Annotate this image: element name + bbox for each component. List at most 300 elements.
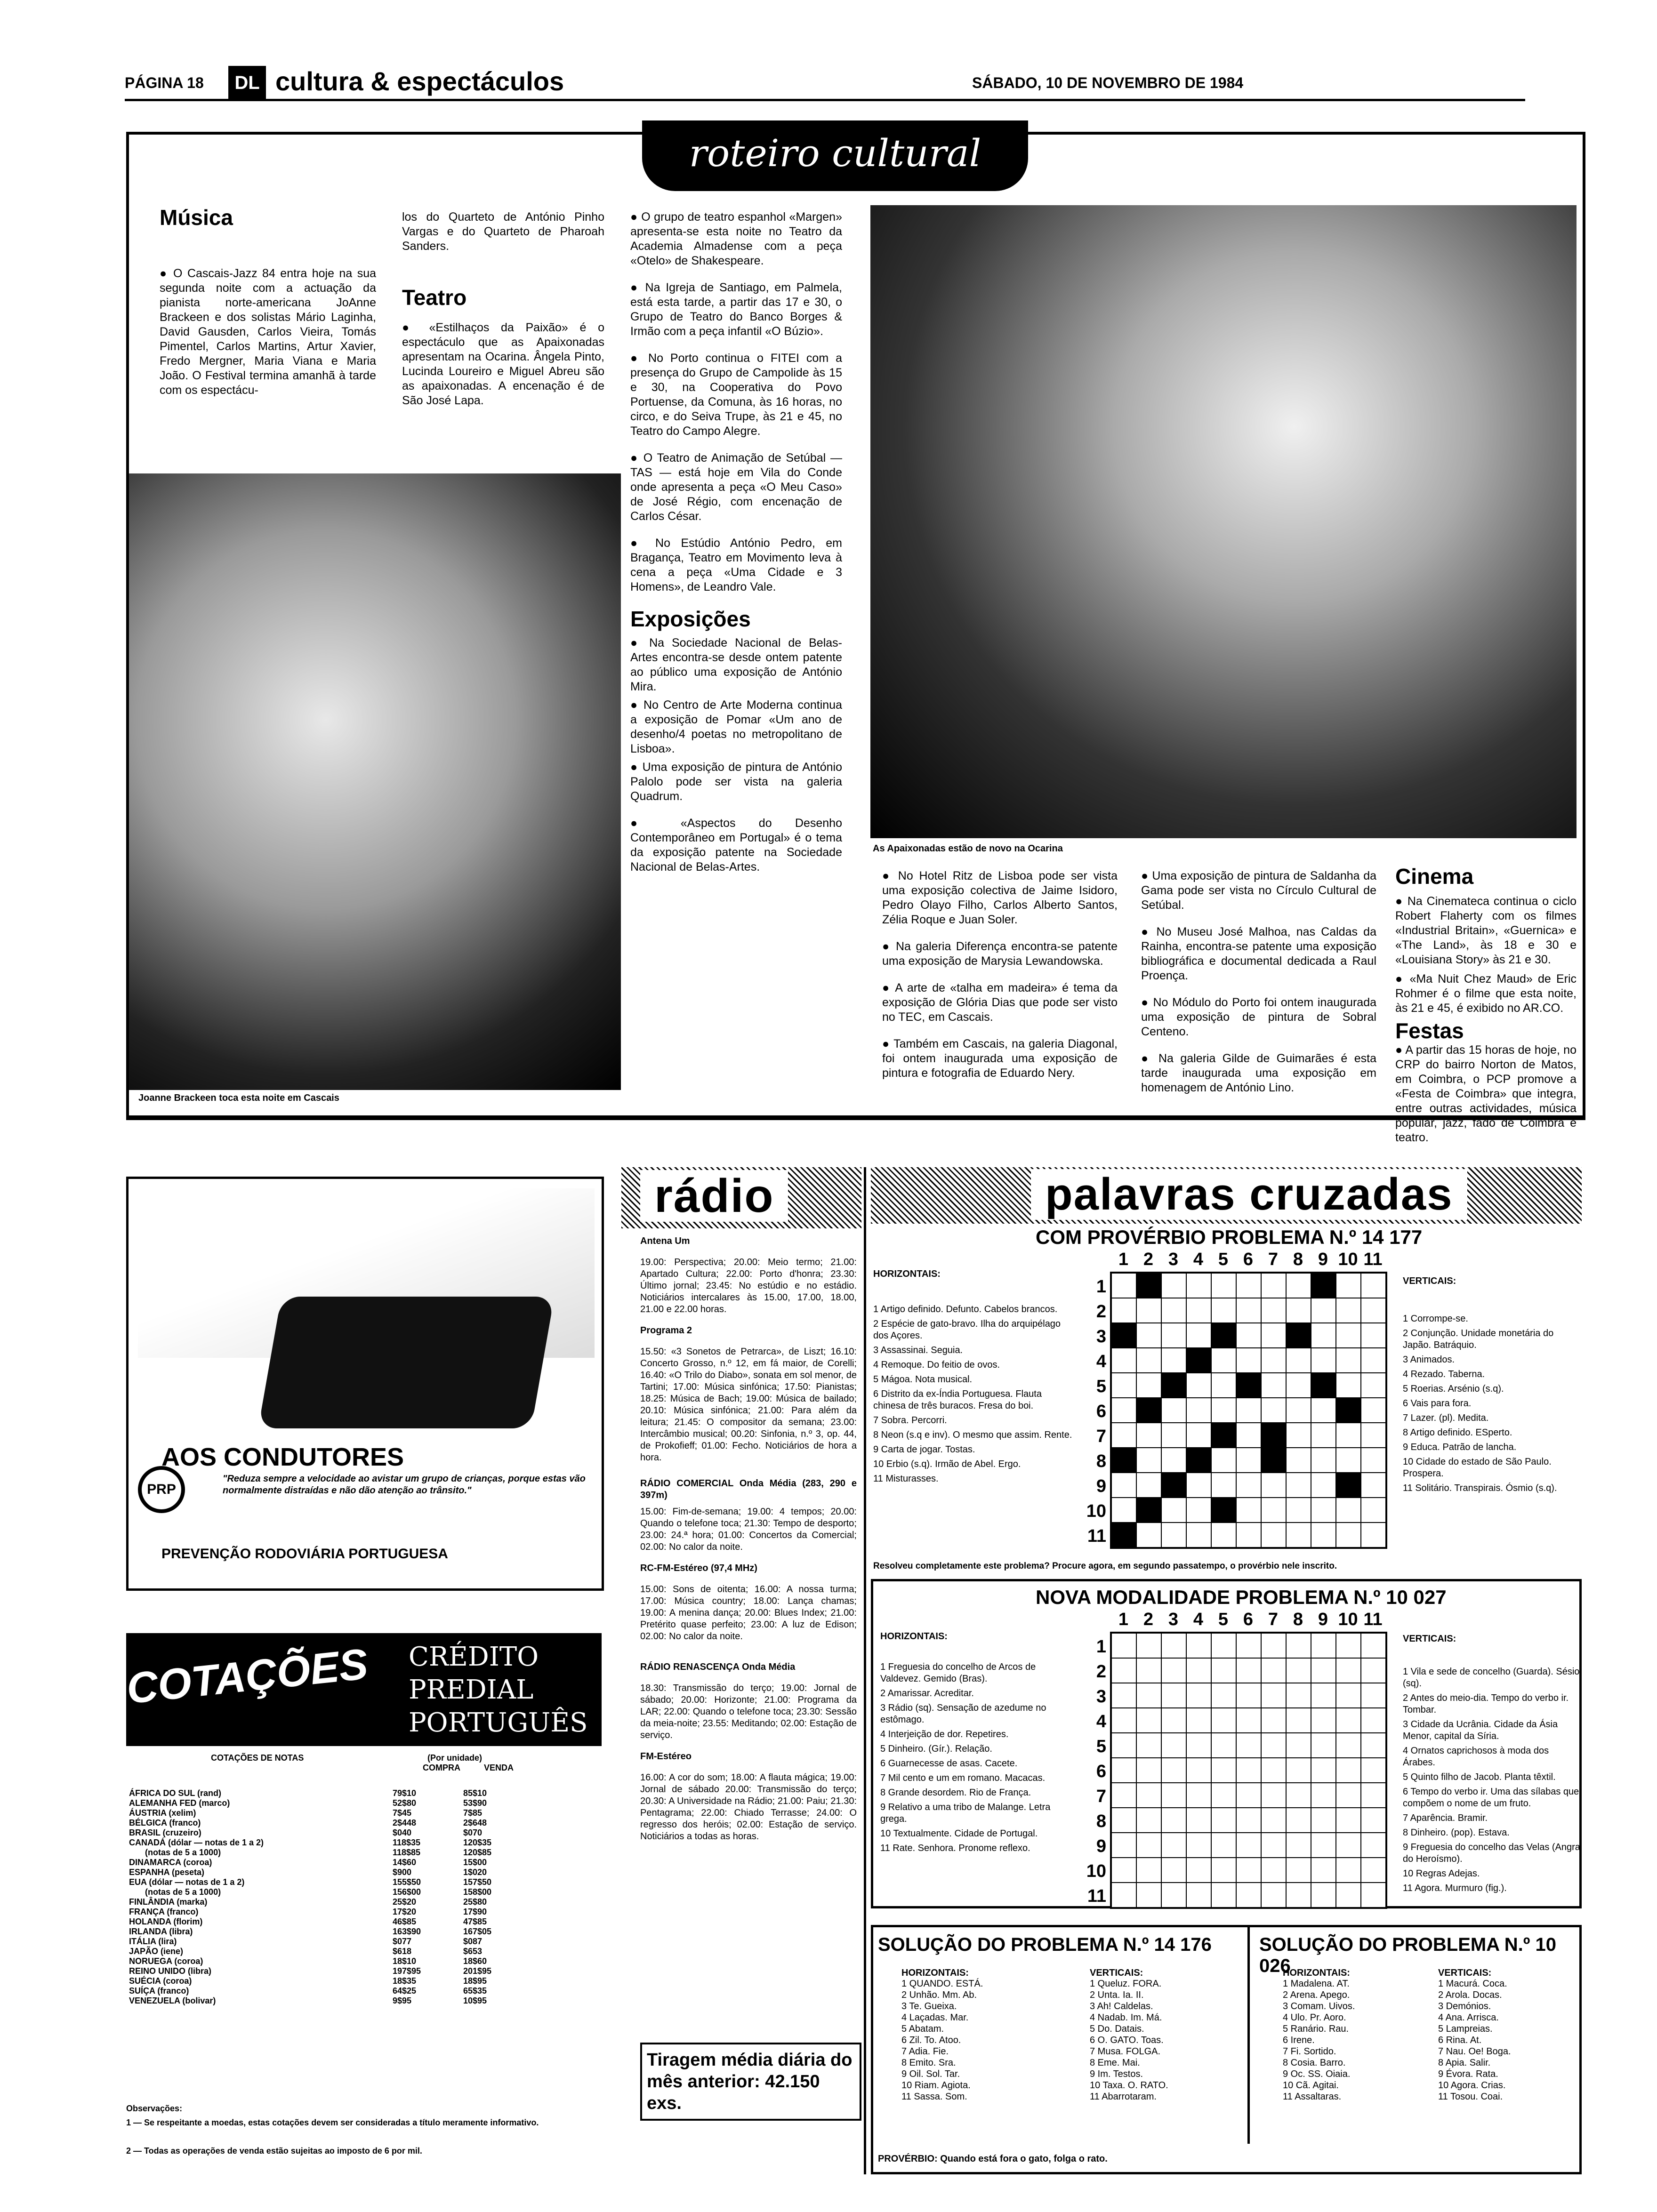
black-cell xyxy=(1336,1398,1361,1423)
grid-cell[interactable] xyxy=(1261,1523,1286,1547)
grid-cell[interactable] xyxy=(1261,1473,1286,1498)
grid-cell[interactable] xyxy=(1236,1883,1261,1907)
grid-col-number: 8 xyxy=(1293,1610,1303,1629)
expo-item: ● Na galeria Diferença encontra-se patente uma exposição de Marysia Lewandowska. xyxy=(882,940,1118,968)
grid-cell[interactable] xyxy=(1136,1423,1161,1448)
grid-cell[interactable] xyxy=(1136,1733,1161,1758)
grid-cell[interactable] xyxy=(1286,1758,1311,1783)
grid-cell[interactable] xyxy=(1236,1273,1261,1298)
grid-cell[interactable] xyxy=(1286,1448,1311,1473)
grid-cell[interactable] xyxy=(1186,1398,1211,1423)
bank-name-3: PORTUGUÊS xyxy=(409,1707,588,1738)
grid-cell[interactable] xyxy=(1186,1758,1211,1783)
grid-cell[interactable] xyxy=(1336,1683,1361,1708)
grid-cell[interactable] xyxy=(1236,1498,1261,1523)
grid-cell[interactable] xyxy=(1111,1783,1136,1808)
grid-cell[interactable] xyxy=(1261,1658,1286,1683)
grid-cell[interactable] xyxy=(1336,1733,1361,1758)
solution-item: 1 Madalena. AT. xyxy=(1283,1979,1350,1989)
grid-cell[interactable] xyxy=(1286,1473,1311,1498)
grid-cell[interactable] xyxy=(1136,1808,1161,1833)
grid-cell[interactable] xyxy=(1161,1808,1186,1833)
grid-col-number: 6 xyxy=(1243,1610,1254,1629)
grid-cell[interactable] xyxy=(1236,1473,1261,1498)
grid-cell[interactable] xyxy=(1161,1733,1186,1758)
grid-cell[interactable] xyxy=(1236,1733,1261,1758)
grid-cell[interactable] xyxy=(1361,1273,1386,1298)
grid-cell[interactable] xyxy=(1361,1883,1386,1907)
solution-item: 2 Unhão. Mm. Ab. xyxy=(901,1990,977,2000)
bank-name-1: CRÉDITO xyxy=(409,1642,539,1672)
grid-cell[interactable] xyxy=(1186,1373,1211,1398)
grid-cell[interactable] xyxy=(1186,1633,1211,1658)
grid-cell[interactable] xyxy=(1361,1498,1386,1523)
grid-col-number: 7 xyxy=(1268,1250,1279,1269)
grid-cell[interactable] xyxy=(1161,1708,1186,1733)
grid-cell[interactable] xyxy=(1361,1523,1386,1547)
cotacao-row xyxy=(126,1996,531,2006)
grid-cell[interactable] xyxy=(1211,1298,1236,1323)
grid-cell[interactable] xyxy=(1236,1348,1261,1373)
grid-cell[interactable] xyxy=(1186,1658,1211,1683)
grid-cell[interactable] xyxy=(1336,1423,1361,1448)
grid-cell[interactable] xyxy=(1211,1833,1236,1858)
grid-cell[interactable] xyxy=(1261,1323,1286,1348)
grid-cell[interactable] xyxy=(1361,1473,1386,1498)
venda-value: 157$50 xyxy=(463,1877,492,1887)
grid-cell[interactable] xyxy=(1136,1473,1161,1498)
grid-cell[interactable] xyxy=(1261,1498,1286,1523)
grid-cell[interactable] xyxy=(1186,1323,1211,1348)
grid-col-number: 4 xyxy=(1193,1250,1204,1269)
grid-cell[interactable] xyxy=(1136,1758,1161,1783)
grid-cell[interactable] xyxy=(1261,1373,1286,1398)
grid-cell[interactable] xyxy=(1361,1633,1386,1658)
grid-cell[interactable] xyxy=(1211,1633,1236,1658)
solution-item: 3 Comam. Uivos. xyxy=(1283,2001,1355,2012)
grid-cell[interactable] xyxy=(1286,1683,1311,1708)
grid-cell[interactable] xyxy=(1261,1833,1286,1858)
grid-cell[interactable] xyxy=(1361,1733,1386,1758)
grid-cell[interactable] xyxy=(1236,1783,1261,1808)
grid-cell[interactable] xyxy=(1111,1858,1136,1883)
cotacao-row xyxy=(126,1986,531,1996)
grid-cell[interactable] xyxy=(1311,1883,1336,1907)
grid-cell[interactable] xyxy=(1311,1808,1336,1833)
grid-cell[interactable] xyxy=(1286,1733,1311,1758)
sol1-v-list xyxy=(1090,1978,1168,2102)
grid-cell[interactable] xyxy=(1236,1523,1261,1547)
grid-cell[interactable] xyxy=(1136,1348,1161,1373)
grid-cell[interactable] xyxy=(1211,1758,1236,1783)
currency-name: FINLÂNDIA (marka) xyxy=(129,1897,208,1907)
grid-cell[interactable] xyxy=(1361,1658,1386,1683)
grid-cell[interactable] xyxy=(1111,1273,1136,1298)
grid-cell[interactable] xyxy=(1111,1423,1136,1448)
grid-cell[interactable] xyxy=(1311,1708,1336,1733)
p2-verticais-list xyxy=(1403,1666,1582,1897)
grid-cell[interactable] xyxy=(1336,1633,1361,1658)
grid-cell[interactable] xyxy=(1311,1683,1336,1708)
grid-cell[interactable] xyxy=(1211,1783,1236,1808)
grid-cell[interactable] xyxy=(1286,1498,1311,1523)
grid-cell[interactable] xyxy=(1111,1633,1136,1658)
grid-cell[interactable] xyxy=(1236,1398,1261,1423)
grid-cell[interactable] xyxy=(1186,1733,1211,1758)
grid-cell[interactable] xyxy=(1211,1883,1236,1907)
grid-cell[interactable] xyxy=(1236,1323,1261,1348)
currency-name: ÁFRICA DO SUL (rand) xyxy=(129,1788,221,1798)
grid-cell[interactable] xyxy=(1336,1783,1361,1808)
grid-cell[interactable] xyxy=(1361,1808,1386,1833)
grid-cell[interactable] xyxy=(1161,1633,1186,1658)
currency-name: (notas de 5 a 1000) xyxy=(145,1848,221,1857)
grid-cell[interactable] xyxy=(1161,1858,1186,1883)
grid-cell[interactable] xyxy=(1186,1858,1211,1883)
grid-cell[interactable] xyxy=(1261,1348,1286,1373)
sol1-v-heading: VERTICAIS: xyxy=(1090,1968,1143,1978)
grid-cell[interactable] xyxy=(1336,1448,1361,1473)
grid-cell[interactable] xyxy=(1186,1683,1211,1708)
grid-cell[interactable] xyxy=(1111,1658,1136,1683)
venda-value: 53$90 xyxy=(463,1798,487,1808)
grid-cell[interactable] xyxy=(1336,1298,1361,1323)
grid-cell[interactable] xyxy=(1211,1398,1236,1423)
grid-cell[interactable] xyxy=(1211,1733,1236,1758)
grid-cell[interactable] xyxy=(1111,1373,1136,1398)
condutores-ad xyxy=(126,1177,604,1591)
grid-cell[interactable] xyxy=(1161,1883,1186,1907)
grid-cell[interactable] xyxy=(1311,1323,1336,1348)
grid-col-number: 2 xyxy=(1143,1610,1154,1629)
grid-row-number: 7 xyxy=(1096,1427,1106,1446)
grid-cell[interactable] xyxy=(1211,1273,1236,1298)
grid-cell[interactable] xyxy=(1186,1423,1211,1448)
radio-section xyxy=(621,1167,866,2174)
grid-cell[interactable] xyxy=(1361,1448,1386,1473)
grid-cell[interactable] xyxy=(1311,1523,1336,1547)
grid-cell[interactable] xyxy=(1161,1833,1186,1858)
grid-cell[interactable] xyxy=(1111,1473,1136,1498)
grid-cell[interactable] xyxy=(1261,1883,1286,1907)
grid-cell[interactable] xyxy=(1286,1348,1311,1373)
cotacao-row xyxy=(126,1897,531,1907)
cotacao-row xyxy=(126,1848,531,1858)
grid-cell[interactable] xyxy=(1161,1448,1186,1473)
grid-cell[interactable] xyxy=(1136,1833,1161,1858)
grid-cell[interactable] xyxy=(1336,1323,1361,1348)
grid-cell[interactable] xyxy=(1311,1758,1336,1783)
venda-value: 10$95 xyxy=(463,1996,487,2005)
grid-cell[interactable] xyxy=(1261,1758,1286,1783)
grid-cell[interactable] xyxy=(1136,1448,1161,1473)
grid-cell[interactable] xyxy=(1136,1323,1161,1348)
compra-value: 118$85 xyxy=(393,1848,421,1857)
grid-cell[interactable] xyxy=(1261,1783,1286,1808)
grid-cell[interactable] xyxy=(1236,1423,1261,1448)
grid-cell[interactable] xyxy=(1286,1633,1311,1658)
venda-value: 2$648 xyxy=(463,1818,487,1827)
grid-cell[interactable] xyxy=(1336,1273,1361,1298)
grid-cell[interactable] xyxy=(1286,1858,1311,1883)
grid-cell[interactable] xyxy=(1336,1758,1361,1783)
currency-name: ALEMANHA FED (marco) xyxy=(129,1798,230,1808)
grid-cell[interactable] xyxy=(1211,1348,1236,1373)
grid-cell[interactable] xyxy=(1286,1298,1311,1323)
currency-name: ÁUSTRIA (xelim) xyxy=(129,1808,196,1818)
grid-cell[interactable] xyxy=(1261,1633,1286,1658)
grid-cell[interactable] xyxy=(1111,1348,1136,1373)
grid-row-number: 4 xyxy=(1096,1712,1106,1731)
grid-cell[interactable] xyxy=(1236,1808,1261,1833)
grid-cell[interactable] xyxy=(1161,1758,1186,1783)
grid-cell[interactable] xyxy=(1136,1708,1161,1733)
grid-cell[interactable] xyxy=(1186,1298,1211,1323)
grid-cell[interactable] xyxy=(1186,1883,1211,1907)
clue-item: 10 Textualmente. Cidade de Portugal. xyxy=(880,1828,1038,1839)
clue-item: 5 Quinto filho de Jacob. Planta têxtil. xyxy=(1403,1772,1556,1782)
grid-cell[interactable] xyxy=(1236,1658,1261,1683)
grid-cell[interactable] xyxy=(1186,1783,1211,1808)
grid-cell[interactable] xyxy=(1161,1498,1186,1523)
black-cell xyxy=(1111,1323,1136,1348)
grid-cell[interactable] xyxy=(1361,1373,1386,1398)
clue-item: 9 Educa. Patrão de lancha. xyxy=(1403,1442,1517,1452)
grid-cell[interactable] xyxy=(1186,1498,1211,1523)
grid-cell[interactable] xyxy=(1236,1448,1261,1473)
grid-cell[interactable] xyxy=(1311,1733,1336,1758)
cotacao-row xyxy=(126,1917,531,1927)
grid-cell[interactable] xyxy=(1286,1373,1311,1398)
grid-cell[interactable] xyxy=(1361,1783,1386,1808)
grid-cell[interactable] xyxy=(1361,1348,1386,1373)
grid-cell[interactable] xyxy=(1336,1833,1361,1858)
grid-cell[interactable] xyxy=(1186,1273,1211,1298)
grid-row-number: 7 xyxy=(1096,1787,1106,1806)
p1-verticais-list xyxy=(1403,1313,1582,1497)
grid-cell[interactable] xyxy=(1111,1758,1136,1783)
problem1-grid xyxy=(1110,1272,1387,1549)
grid-cell[interactable] xyxy=(1336,1883,1361,1907)
grid-cell[interactable] xyxy=(1336,1658,1361,1683)
solution-item: 10 Taxa. O. RATO. xyxy=(1090,2080,1168,2091)
grid-cell[interactable] xyxy=(1311,1348,1336,1373)
solution-item: 7 Nau. Oe! Boga. xyxy=(1438,2046,1511,2057)
grid-cell[interactable] xyxy=(1136,1373,1161,1398)
solution-item: 11 Abarrotaram. xyxy=(1090,2092,1157,2102)
solution-item: 4 Nadab. Im. Má. xyxy=(1090,2012,1162,2023)
grid-cell[interactable] xyxy=(1161,1523,1186,1547)
grid-cell[interactable] xyxy=(1311,1858,1336,1883)
grid-cell[interactable] xyxy=(1261,1398,1286,1423)
grid-cell[interactable] xyxy=(1286,1783,1311,1808)
grid-cell[interactable] xyxy=(1211,1658,1236,1683)
grid-cell[interactable] xyxy=(1336,1373,1361,1398)
grid-cell[interactable] xyxy=(1211,1708,1236,1733)
grid-cell[interactable] xyxy=(1136,1298,1161,1323)
grid-cell[interactable] xyxy=(1361,1683,1386,1708)
cotacao-row xyxy=(126,1966,531,1976)
grid-cell[interactable] xyxy=(1186,1473,1211,1498)
grid-cell[interactable] xyxy=(1261,1298,1286,1323)
grid-cell[interactable] xyxy=(1261,1733,1286,1758)
grid-row-number: 2 xyxy=(1096,1302,1106,1322)
teatro-col xyxy=(630,210,842,887)
clue-item: 11 Rate. Senhora. Pronome reflexo. xyxy=(880,1843,1030,1853)
grid-cell[interactable] xyxy=(1361,1758,1386,1783)
grid-cell[interactable] xyxy=(1236,1858,1261,1883)
teatro-item: ● No Estúdio António Pedro, em Bragança, Teatro em Movimento leva à cena a peça «Uma Cidade e 3 Homens», de Leandro Vale. xyxy=(630,537,842,593)
grid-row-number: 4 xyxy=(1096,1352,1106,1371)
grid-col-number: 5 xyxy=(1218,1250,1229,1269)
solution-item: 5 Lampreias. xyxy=(1438,2024,1493,2034)
grid-cell[interactable] xyxy=(1311,1498,1336,1523)
grid-cell[interactable] xyxy=(1186,1833,1211,1858)
grid-cell[interactable] xyxy=(1136,1658,1161,1683)
grid-cell[interactable] xyxy=(1111,1498,1136,1523)
grid-cell[interactable] xyxy=(1311,1633,1336,1658)
grid-cell[interactable] xyxy=(1111,1683,1136,1708)
solution-item: 6 O. GATO. Toas. xyxy=(1090,2035,1164,2045)
grid-cell[interactable] xyxy=(1336,1348,1361,1373)
grid-cell[interactable] xyxy=(1186,1523,1211,1547)
grid-cell[interactable] xyxy=(1286,1833,1311,1858)
grid-cell[interactable] xyxy=(1211,1683,1236,1708)
grid-cell[interactable] xyxy=(1236,1758,1261,1783)
grid-cell[interactable] xyxy=(1286,1523,1311,1547)
grid-cell[interactable] xyxy=(1361,1833,1386,1858)
grid-cell[interactable] xyxy=(1336,1523,1361,1547)
grid-cell[interactable] xyxy=(1361,1708,1386,1733)
black-cell xyxy=(1211,1498,1236,1523)
grid-cell[interactable] xyxy=(1161,1423,1186,1448)
grid-cell[interactable] xyxy=(1311,1398,1336,1423)
clue-item: 2 Amarissar. Acreditar. xyxy=(880,1688,974,1699)
grid-cell[interactable] xyxy=(1161,1323,1186,1348)
grid-cell[interactable] xyxy=(1161,1398,1186,1423)
grid-cell[interactable] xyxy=(1211,1523,1236,1547)
grid-row-number: 10 xyxy=(1086,1501,1106,1521)
clue-item: 4 Remoque. Do feitio de ovos. xyxy=(873,1360,1000,1370)
grid-cell[interactable] xyxy=(1311,1473,1336,1498)
grid-cell[interactable] xyxy=(1311,1298,1336,1323)
grid-cell[interactable] xyxy=(1161,1658,1186,1683)
grid-cell[interactable] xyxy=(1261,1858,1286,1883)
grid-cell[interactable] xyxy=(1161,1683,1186,1708)
grid-cell[interactable] xyxy=(1286,1808,1311,1833)
grid-cell[interactable] xyxy=(1211,1373,1236,1398)
grid-cell[interactable] xyxy=(1136,1523,1161,1547)
grid-cell[interactable] xyxy=(1111,1733,1136,1758)
grid-cell[interactable] xyxy=(1161,1298,1186,1323)
grid-cell[interactable] xyxy=(1336,1808,1361,1833)
venda-value: 120$35 xyxy=(463,1838,492,1847)
grid-cell[interactable] xyxy=(1361,1398,1386,1423)
grid-cell[interactable] xyxy=(1111,1883,1136,1907)
grid-cell[interactable] xyxy=(1286,1398,1311,1423)
grid-cell[interactable] xyxy=(1311,1833,1336,1858)
grid-cell[interactable] xyxy=(1361,1858,1386,1883)
clue-item: 2 Espécie de gato-bravo. Ilha do arquipélago dos Açores. xyxy=(873,1319,1061,1341)
clue-item: 4 Ornatos caprichosos à moda dos Árabes. xyxy=(1403,1746,1549,1768)
grid-cell[interactable] xyxy=(1361,1323,1386,1348)
condutores-footer: PREVENÇÃO RODOVIÁRIA PORTUGUESA xyxy=(161,1546,448,1562)
grid-cell[interactable] xyxy=(1111,1398,1136,1423)
grid-cell[interactable] xyxy=(1261,1708,1286,1733)
grid-cell[interactable] xyxy=(1236,1298,1261,1323)
compra-value: 163$90 xyxy=(393,1927,421,1936)
grid-cell[interactable] xyxy=(1111,1833,1136,1858)
grid-cell[interactable] xyxy=(1136,1683,1161,1708)
compra-value: 155$50 xyxy=(393,1877,421,1887)
grid-cell[interactable] xyxy=(1336,1498,1361,1523)
grid-cell[interactable] xyxy=(1136,1783,1161,1808)
grid-cell[interactable] xyxy=(1236,1708,1261,1733)
venda-value: 158$00 xyxy=(463,1887,492,1897)
grid-cell[interactable] xyxy=(1311,1658,1336,1683)
grid-cell[interactable] xyxy=(1211,1473,1236,1498)
grid-cell[interactable] xyxy=(1311,1448,1336,1473)
grid-cell[interactable] xyxy=(1111,1708,1136,1733)
grid-cell[interactable] xyxy=(1136,1858,1161,1883)
grid-cell[interactable] xyxy=(1161,1348,1186,1373)
grid-cell[interactable] xyxy=(1261,1808,1286,1833)
grid-cell[interactable] xyxy=(1136,1883,1161,1907)
grid-cell[interactable] xyxy=(1186,1808,1211,1833)
clue-item: 8 Dinheiro. (pop). Estava. xyxy=(1403,1827,1510,1838)
grid-cell[interactable] xyxy=(1336,1858,1361,1883)
solution-item: 7 Adia. Fie. xyxy=(901,2046,949,2057)
clue-item: 7 Mil cento e um em romano. Macacas. xyxy=(880,1773,1046,1783)
grid-cell[interactable] xyxy=(1161,1273,1186,1298)
newspaper-logo: DL xyxy=(228,66,266,100)
photo-apaixonadas xyxy=(870,205,1577,838)
grid-cell[interactable] xyxy=(1261,1683,1286,1708)
grid-cell[interactable] xyxy=(1311,1423,1336,1448)
grid-cell[interactable] xyxy=(1336,1708,1361,1733)
grid-cell[interactable] xyxy=(1111,1298,1136,1323)
grid-cell[interactable] xyxy=(1236,1833,1261,1858)
clue-item: 5 Mágoa. Nota musical. xyxy=(873,1374,973,1385)
photo2-caption: As Apaixonadas estão de novo na Ocarina xyxy=(873,843,1063,854)
grid-cell[interactable] xyxy=(1361,1423,1386,1448)
grid-cell[interactable] xyxy=(1361,1298,1386,1323)
grid-cell[interactable] xyxy=(1111,1808,1136,1833)
grid-cell[interactable] xyxy=(1211,1448,1236,1473)
grid-cell[interactable] xyxy=(1286,1883,1311,1907)
cotacao-row xyxy=(126,1808,531,1818)
compra-value: 7$45 xyxy=(393,1808,412,1818)
grid-cell[interactable] xyxy=(1236,1683,1261,1708)
grid-cell[interactable] xyxy=(1286,1708,1311,1733)
grid-cell[interactable] xyxy=(1311,1783,1336,1808)
grid-cell[interactable] xyxy=(1211,1808,1236,1833)
header-rule xyxy=(125,99,1525,101)
grid-cell[interactable] xyxy=(1161,1783,1186,1808)
expo-item: ● No Módulo do Porto foi ontem inaugurada uma exposição de pintura de Sobral Centeno. xyxy=(1141,996,1376,1038)
grid-cell[interactable] xyxy=(1261,1273,1286,1298)
teatro-item: ● O grupo de teatro espanhol «Margen» apresenta-se esta noite no Teatro da Academia Almadense com a peça «Otelo» de Shakespeare. xyxy=(630,210,842,267)
black-cell xyxy=(1161,1473,1186,1498)
grid-cell[interactable] xyxy=(1136,1633,1161,1658)
grid-cell[interactable] xyxy=(1236,1633,1261,1658)
grid-cell[interactable] xyxy=(1286,1423,1311,1448)
grid-cell[interactable] xyxy=(1286,1273,1311,1298)
grid-cell[interactable] xyxy=(1186,1708,1211,1733)
grid-cell[interactable] xyxy=(1286,1658,1311,1683)
grid-cell[interactable] xyxy=(1211,1858,1236,1883)
problem2-row-numbers xyxy=(1078,1635,1106,1909)
